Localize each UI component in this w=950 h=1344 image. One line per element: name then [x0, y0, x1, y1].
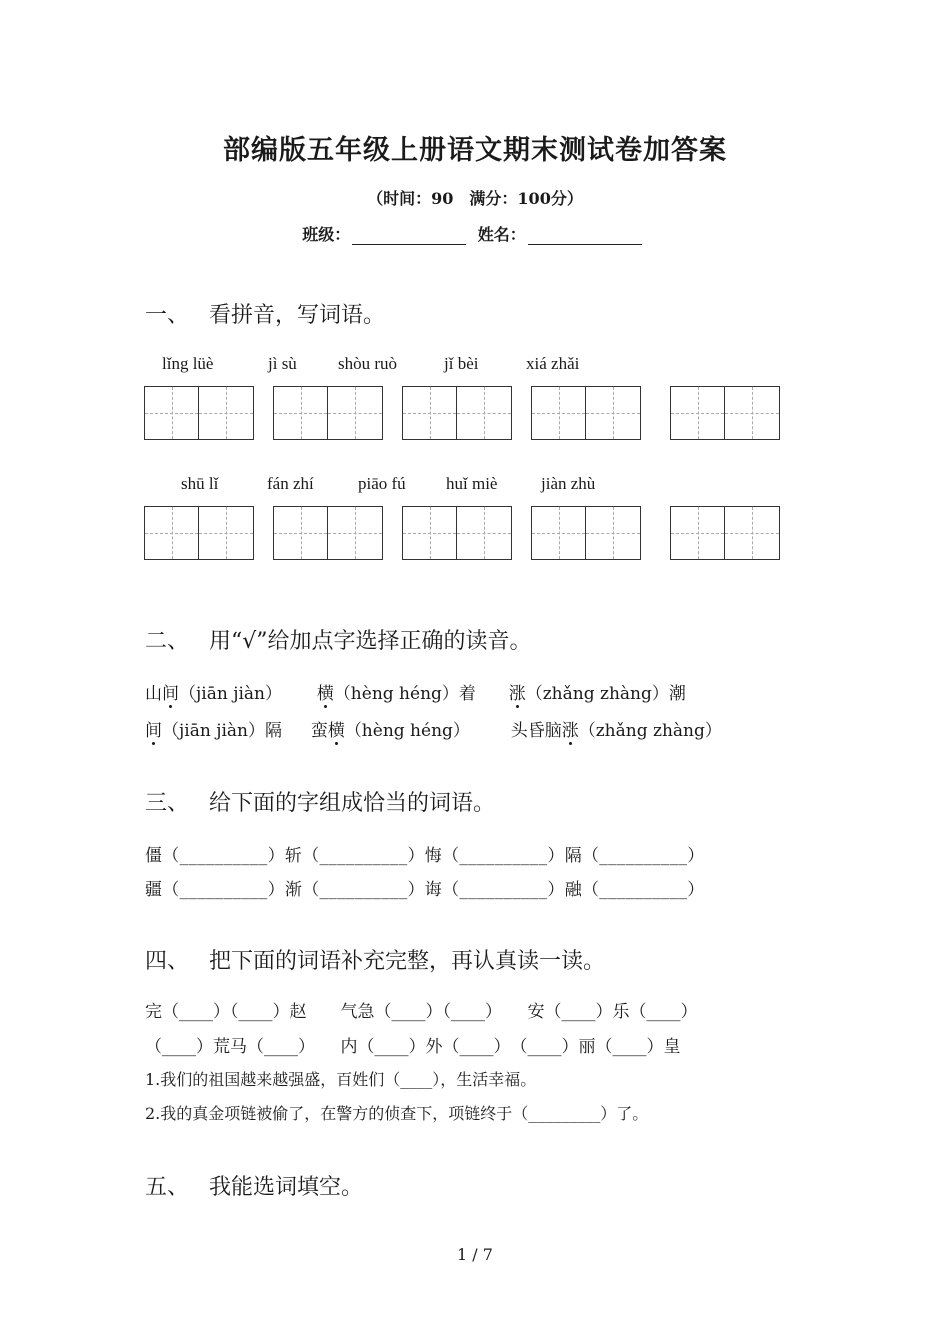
choice-text[interactable]: （hèng héng） [344, 721, 470, 741]
pinyin-label: shū lǐ [181, 474, 219, 493]
section-title: 用“√”给加点字选择正确的读音。 [209, 629, 532, 654]
idiom-line-2[interactable]: （____）荒马（____） 内（____）外（____） （____）丽（____）皇 [145, 1037, 681, 1057]
name-blank [528, 228, 642, 245]
writing-box[interactable] [531, 386, 641, 440]
section-1-heading [145, 298, 385, 329]
writing-box[interactable] [531, 506, 641, 560]
dotted-char: 横 [328, 716, 345, 741]
reading-line-1 [145, 679, 686, 704]
writing-box[interactable] [273, 386, 383, 440]
class-label: 班级： [302, 225, 351, 244]
pinyin-label: shòu ruò [338, 354, 398, 373]
dotted-char: 横 [317, 679, 334, 704]
name-label: 姓名： [477, 225, 526, 244]
pinyin-label: lǐng lüè [162, 354, 214, 373]
section-title: 看拼音，写词语。 [209, 303, 386, 328]
student-info [0, 222, 950, 245]
section-number: 一、 [145, 303, 190, 328]
writing-box[interactable] [670, 506, 780, 560]
text: 头昏脑 [510, 721, 562, 741]
dotted-char: 间 [145, 716, 162, 741]
reading-line-2 [145, 716, 722, 741]
section-number: 二、 [145, 629, 190, 654]
section-2-heading [145, 624, 532, 655]
section-number: 四、 [145, 949, 190, 974]
pinyin-label: huǐ miè [446, 474, 498, 493]
idiom-line-1[interactable]: 完（____）（____）赵 气急（____）（____） 安（____）乐（____） [145, 1002, 698, 1022]
text: 山 [145, 684, 162, 704]
word-line-1[interactable]: 僵（__________）斩（__________）悔（__________）隔（__________） [145, 846, 705, 866]
choice-text[interactable]: （zhǎng zhàng）潮 [525, 684, 686, 704]
section-title: 我能选词填空。 [209, 1175, 364, 1200]
sentence-2[interactable]: 2.我的真金项链被偷了，在警方的侦查下，项链终于（_________）了。 [145, 1104, 649, 1123]
pinyin-label: jì sù [268, 354, 297, 373]
choice-text[interactable]: （hèng héng）着 [333, 684, 476, 704]
dotted-char: 间 [162, 679, 179, 704]
section-title: 给下面的字组成恰当的词语。 [209, 791, 496, 816]
section-number: 五、 [145, 1175, 190, 1200]
word-line-2[interactable]: 疆（__________）渐（__________）诲（__________）融（__________） [145, 880, 705, 900]
section-title: 把下面的词语补充完整，再认真读一读。 [209, 949, 606, 974]
pinyin-label: xiá zhǎi [526, 354, 580, 373]
pinyin-label: jǐ bèi [444, 354, 479, 373]
class-blank [352, 228, 466, 245]
section-3-heading [145, 786, 495, 817]
section-4-heading [145, 944, 605, 975]
dotted-char: 涨 [562, 716, 579, 741]
writing-box[interactable] [273, 506, 383, 560]
writing-box[interactable] [402, 506, 512, 560]
choice-text[interactable]: （jiān jiàn）隔 [162, 721, 282, 741]
choice-text[interactable]: （jiān jiàn） [179, 684, 282, 704]
writing-box[interactable] [402, 386, 512, 440]
writing-box[interactable] [144, 386, 254, 440]
page-number: 1 / 7 [457, 1245, 493, 1264]
section-5-heading [145, 1170, 363, 1201]
choice-text[interactable]: （zhǎng zhàng） [578, 721, 722, 741]
dotted-char: 涨 [509, 679, 526, 704]
section-number: 三、 [145, 791, 190, 816]
writing-box[interactable] [670, 386, 780, 440]
page-title: 部编版五年级上册语文期末测试卷加答案 [223, 135, 727, 166]
text: 蛮 [310, 721, 328, 741]
writing-box[interactable] [144, 506, 254, 560]
exam-meta: （时间：90 满分：100分） [367, 189, 583, 208]
pinyin-label: fán zhí [267, 474, 314, 493]
sentence-1[interactable]: 1.我们的祖国越来越强盛，百姓们（____），生活幸福。 [145, 1070, 537, 1089]
pinyin-label: piāo fú [358, 474, 406, 493]
pinyin-label: jiàn zhù [541, 474, 596, 493]
